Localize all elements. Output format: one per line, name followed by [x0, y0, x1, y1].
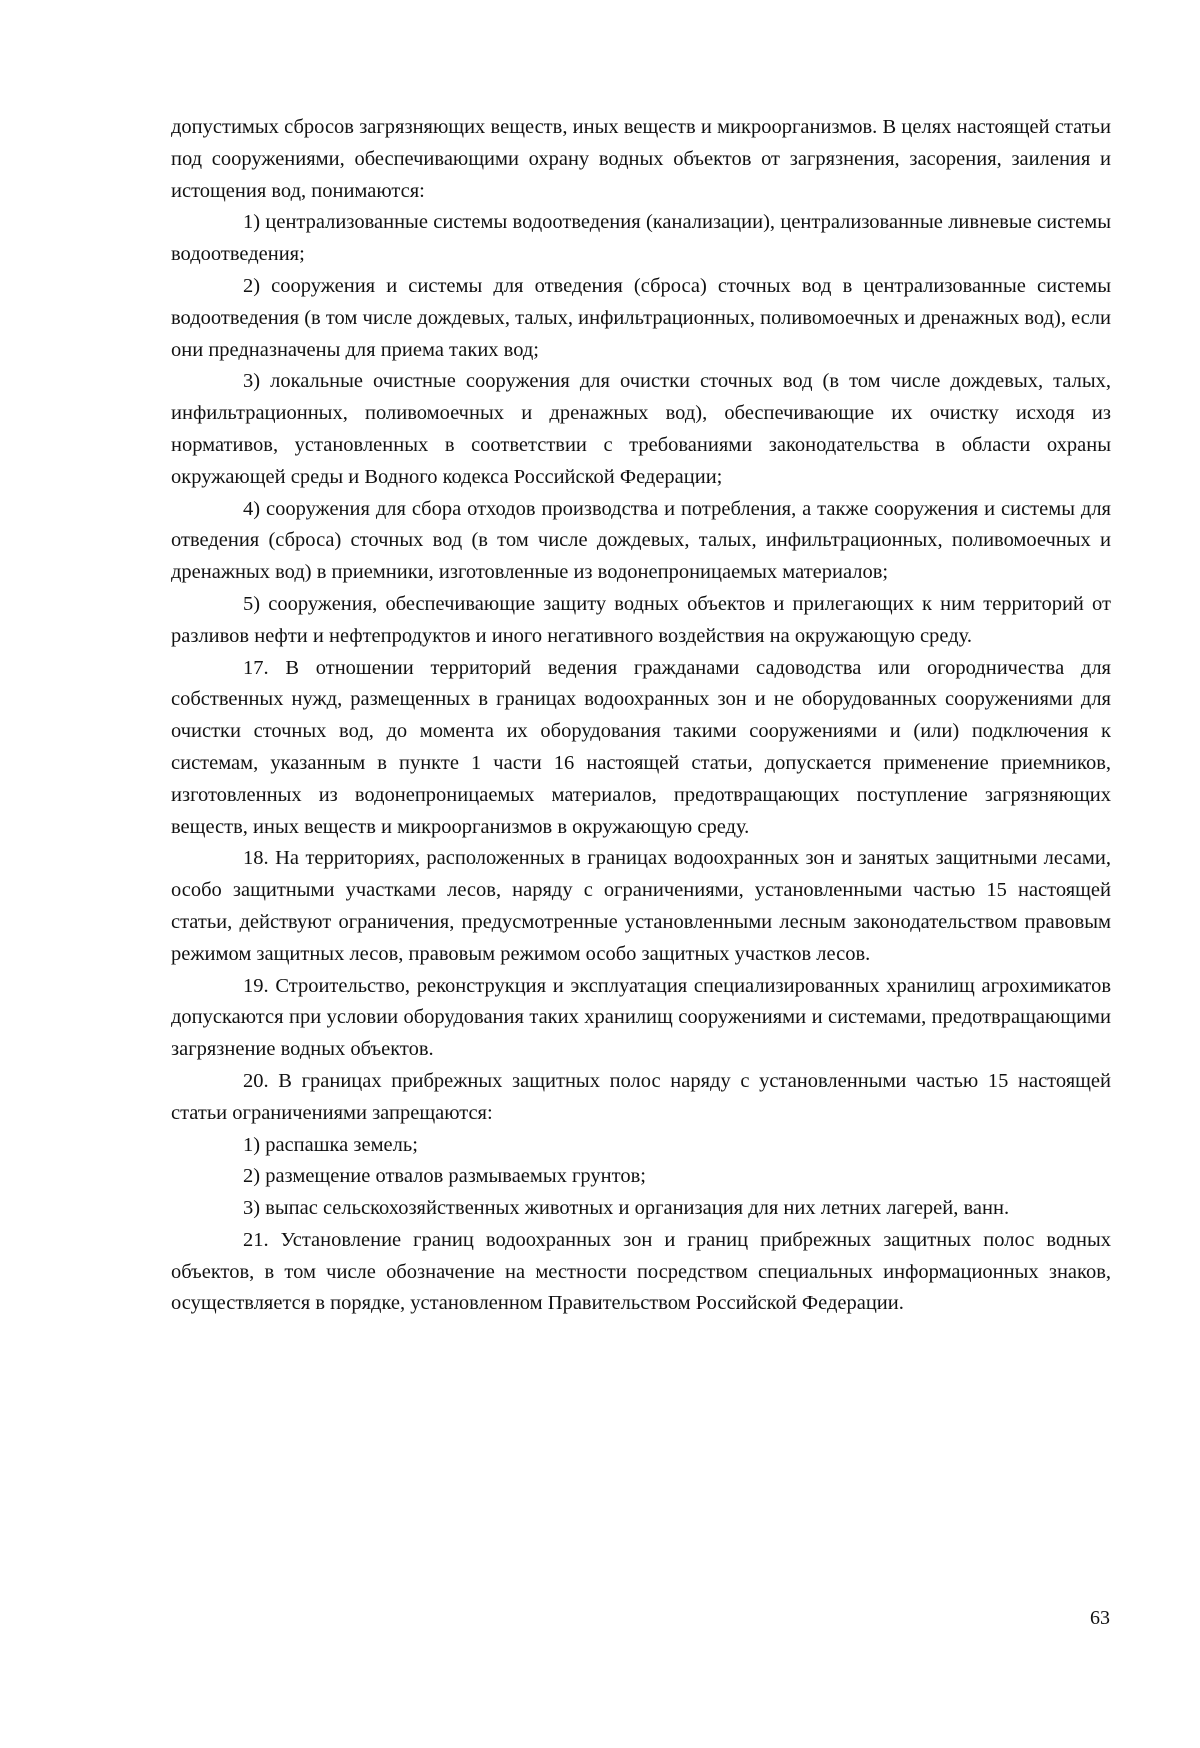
- paragraph-intro: допустимых сбросов загрязняющих веществ, иных веществ и микроорганизмов. В целях настоящей статьи под сооружениями, обеспечивающими охрану водных объектов от загрязнения, засорения, заиления и истощения вод, понимаются:: [171, 116, 1111, 202]
- page-number: 63: [1090, 1607, 1110, 1629]
- paragraph-18: 18. На территориях, расположенных в границах водоохранных зон и занятых защитными лесами, особо защитными участками лесов, наряду с ограничениями, установленными частью 15 настоящей статьи, действуют ограничения, предусмотренные установленными лесным законодательством правовым режимом защитных лесов, правовым режимом особо защитных участков лесов.: [171, 847, 1111, 965]
- list-item-20-1: 1) распашка земель;: [243, 1133, 418, 1156]
- paragraph-20: 20. В границах прибрежных защитных полос наряду с установленными частью 15 настоящей статьи ограничениями запрещаются:: [171, 1069, 1111, 1124]
- list-item-20-3: 3) выпас сельскохозяйственных животных и организация для них летних лагерей, ванн.: [243, 1197, 1010, 1220]
- list-item-2: 2) сооружения и системы для отведения (сброса) сточных вод в централизованные системы водоотведения (в том числе дождевых, талых, инфильтрационных, поливомоечных и дренажных вод), если они предназначены для приема таких вод;: [171, 274, 1111, 361]
- list-item-5: 5) сооружения, обеспечивающие защиту водных объектов и прилегающих к ним территорий от разливов нефти и нефтепродуктов и иного негативного воздействия на окружающую среду.: [171, 592, 1111, 647]
- document-page: [171, 112, 1111, 1320]
- list-item-3: 3) локальные очистные сооружения для очистки сточных вод (в том числе дождевых, талых, инфильтрационных, поливомоечных и дренажных вод), обеспечивающие их очистку исходя из нормативов, установленных в соответствии с требованиями законодательства в области охраны окружающей среды и Водного кодекса Российской Федерации;: [171, 370, 1111, 488]
- paragraph-17: 17. В отношении территорий ведения гражданами садоводства или огородничества для собственных нужд, размещенных в границах водоохранных зон и не оборудованных сооружениями для очистки сточных вод, до момента их оборудования такими сооружениями и (или) подключения к системам, указанным в пункте 1 части 16 настоящей статьи, допускается применение приемников, изготовленных из водонепроницаемых материалов, предотвращающих поступление загрязняющих веществ, иных веществ и микроорганизмов в окружающую среду.: [171, 656, 1111, 838]
- list-item-4: 4) сооружения для сбора отходов производства и потребления, а также сооружения и системы для отведения (сброса) сточных вод (в том числе дождевых, талых, инфильтрационных, поливомоечных и дренажных вод) в приемники, изготовленные из водонепроницаемых материалов;: [171, 497, 1111, 584]
- paragraph-21: 21. Установление границ водоохранных зон и границ прибрежных защитных полос водных объектов, в том числе обозначение на местности посредством специальных информационных знаков, осуществляется в порядке, установленном Правительством Российской Федерации.: [171, 1228, 1111, 1315]
- list-item-20-2: 2) размещение отвалов размываемых грунтов;: [243, 1165, 646, 1188]
- list-item-1: 1) централизованные системы водоотведения (канализации), централизованные ливневые системы водоотведения;: [171, 211, 1111, 266]
- paragraph-19: 19. Строительство, реконструкция и эксплуатация специализированных хранилищ агрохимикатов допускаются при условии оборудования таких хранилищ сооружениями и системами, предотвращающими загрязнение водных объектов.: [171, 974, 1111, 1061]
